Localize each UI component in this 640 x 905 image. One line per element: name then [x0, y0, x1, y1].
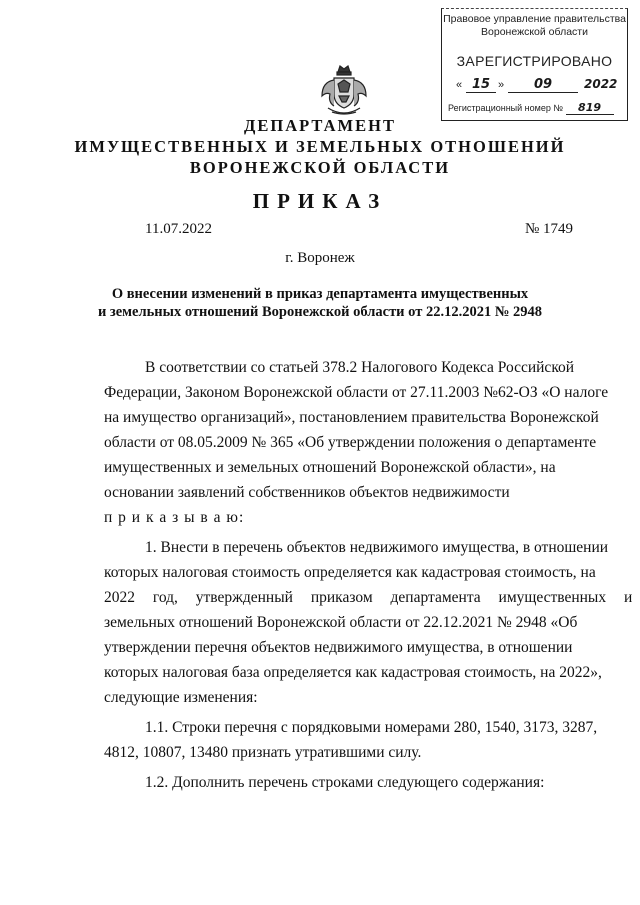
department-line3: ВОРОНЕЖСКОЙ ОБЛАСТИ	[189, 158, 451, 177]
city: г. Воронеж	[285, 250, 355, 266]
department-line1: ДЕПАРТАМЕНТ	[244, 116, 396, 135]
p1-line: В соответствии со статьей 378.2 Налогового Кодекса Российской	[145, 359, 575, 376]
stamp-reg-row	[448, 101, 621, 117]
p2-line: земельных отношений Воронежской области от 22.12.2021 № 2948 «Об	[104, 614, 578, 631]
document-type: ПРИКАЗ	[252, 189, 388, 213]
p1-line: на имущество организаций», постановлением правительства Воронежской	[104, 409, 599, 426]
subject-line2: и земельных отношений Воронежской области от 22.12.2021 № 2948	[97, 304, 543, 320]
p2-line: следующие изменения:	[104, 689, 258, 706]
stamp-reg-number: 819	[566, 101, 614, 115]
stamp-year: 2022	[584, 77, 618, 91]
stamp-org-line1: Правовое управление правительства	[443, 13, 626, 25]
p3-line: 4812, 10807, 13480 признать утратившими силу.	[104, 744, 422, 761]
order-date: 11.07.2022	[145, 221, 212, 237]
p2-line: которых налоговая стоимость определяется как кадастровая стоимость, на	[104, 564, 596, 581]
stamp-day: 15	[466, 77, 496, 93]
order-number: № 1749	[525, 221, 574, 237]
p3-line: 1.1. Строки перечня с порядковыми номерами 280, 1540, 3173, 3287,	[145, 719, 598, 736]
subject-line1: О внесении изменений в приказ департамента имущественных	[111, 286, 529, 302]
order-word: п р и к а з ы в а ю:	[104, 509, 245, 526]
stamp-reg-label: Регистрационный номер №	[448, 103, 564, 113]
stamp-date-row: « 15 » 09 2022	[456, 77, 618, 92]
p1-line: области от 08.05.2009 № 365 «Об утверждении положения о департаменте	[104, 434, 597, 451]
department-line2: ИМУЩЕСТВЕННЫХ И ЗЕМЕЛЬНЫХ ОТНОШЕНИЙ	[74, 137, 566, 156]
p1-line: Федерации, Законом Воронежской области от 27.11.2003 №62-ОЗ «О налоге	[104, 384, 609, 401]
stamp-status: ЗАРЕГИСТРИРОВАНО	[456, 53, 613, 69]
p1-line: основании заявлений собственников объектов недвижимости	[104, 484, 510, 501]
p4-line: 1.2. Дополнить перечень строками следующего содержания:	[145, 774, 545, 791]
p1-line: имущественных и земельных отношений Воронежской области», на	[104, 459, 556, 476]
coat-of-arms-icon	[318, 62, 370, 118]
p2-line: 2022 год, утвержденный приказом департамента имущественных и	[104, 589, 633, 606]
p2-line: 1. Внести в перечень объектов недвижимого имущества, в отношении	[145, 539, 609, 556]
p2-line: утверждении перечня объектов недвижимого имущества, в отношении	[104, 639, 573, 656]
stamp-org-line2: Воронежской области	[481, 26, 588, 38]
stamp-organization	[442, 13, 627, 39]
p2-line: которых налоговая база определяется как кадастровая стоимость, на 2022»,	[104, 664, 602, 681]
registration-stamp	[441, 8, 628, 121]
stamp-month: 09	[508, 77, 578, 93]
